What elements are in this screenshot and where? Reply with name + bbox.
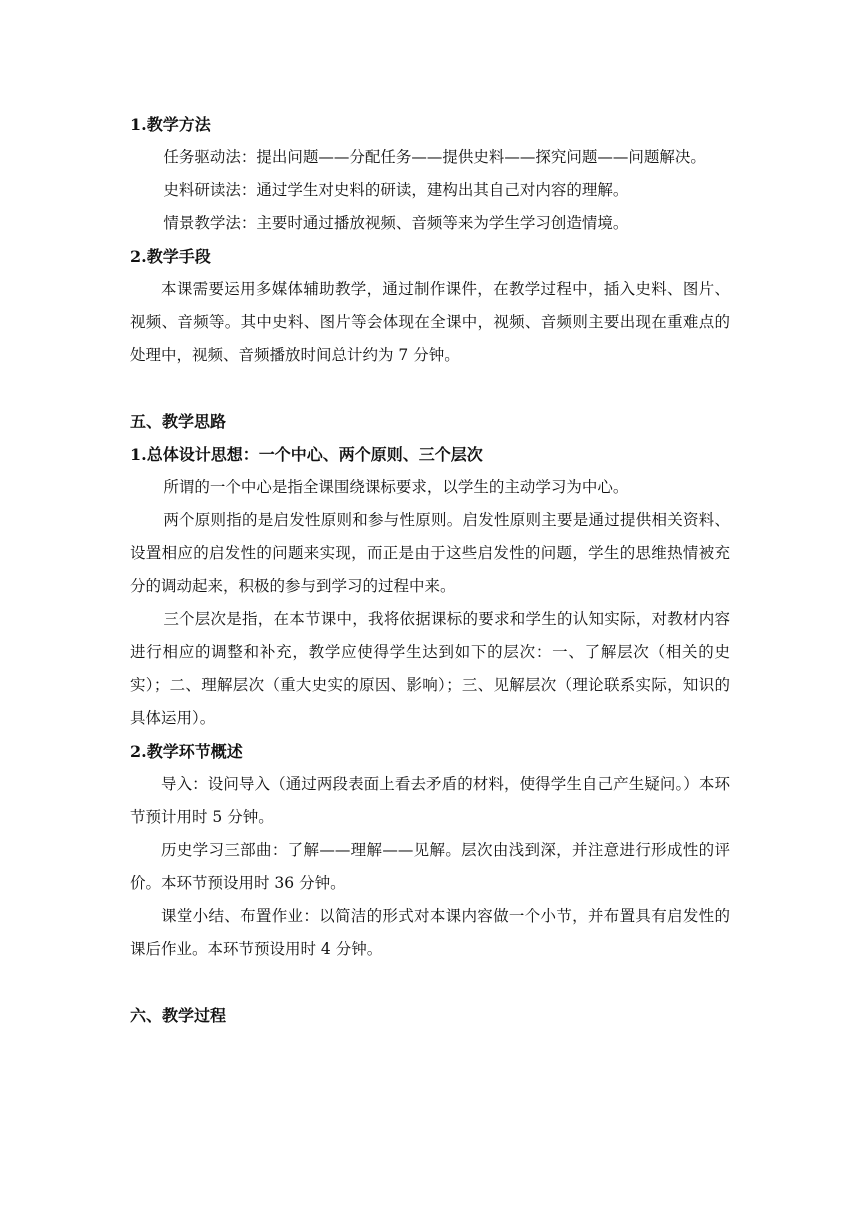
section-heading-overall-design: 1.总体设计思想：一个中心、两个原则、三个层次: [130, 445, 483, 464]
chapter-heading-teaching-process: 六、教学过程: [130, 1006, 227, 1025]
section-heading-teaching-methods: 1.教学方法: [130, 115, 211, 134]
document-body: [130, 108, 730, 1032]
paragraph-source-reading: 史料研读法：通过学生对史料的研读，建构出其自己对内容的理解。: [163, 181, 629, 199]
paragraph-two-principles: 两个原则指的是启发性原则和参与性原则。启发性原则主要是通过提供相关资料、设置相应的启发性的问题来实现，而正是由于这些启发性的问题，学生的思维热情被充分的调动起来，积极的参与到学习的过程中来。: [130, 511, 730, 595]
spacer: [130, 372, 730, 405]
paragraph-three-levels: 三个层次是指，在本节课中，我将依据课标的要求和学生的认知实际，对教材内容进行相应的调整和补充，教学应使得学生达到如下的层次：一、了解层次（相关的史实）；二、理解层次（重大史实的原因、影响）；三、见解层次（理论联系实际，知识的具体运用）。: [130, 610, 730, 727]
chapter-heading-teaching-ideas: 五、教学思路: [130, 412, 227, 431]
paragraph-situational: 情景教学法：主要时通过播放视频、音频等来为学生学习创造情境。: [163, 214, 629, 232]
section-heading-teaching-stages: 2.教学环节概述: [130, 742, 243, 761]
paragraph-summary-homework: 课堂小结、布置作业：以简洁的形式对本课内容做一个小节，并布置具有启发性的课后作业。本环节预设用时 4 分钟。: [130, 907, 730, 958]
spacer: [130, 966, 730, 999]
paragraph-one-center: 所谓的一个中心是指全课围绕课标要求，以学生的主动学习为中心。: [163, 478, 629, 496]
paragraph-multimedia: 本课需要运用多媒体辅助教学，通过制作课件，在教学过程中，插入史料、图片、视频、音频等。其中史料、图片等会体现在全课中，视频、音频则主要出现在重难点的处理中，视频、音频播放时间总计约为 7 分钟。: [130, 280, 730, 364]
paragraph-three-steps: 历史学习三部曲：了解——理解——见解。层次由浅到深，并注意进行形成性的评价。本环节预设用时 36 分钟。: [130, 841, 730, 892]
paragraph-task-driven: 任务驱动法：提出问题——分配任务——提供史料——探究问题——问题解决。: [163, 148, 706, 166]
section-heading-teaching-means: 2.教学手段: [130, 247, 211, 266]
paragraph-introduction: 导入：设问导入（通过两段表面上看去矛盾的材料，使得学生自己产生疑问。）本环节预计用时 5 分钟。: [130, 775, 730, 826]
